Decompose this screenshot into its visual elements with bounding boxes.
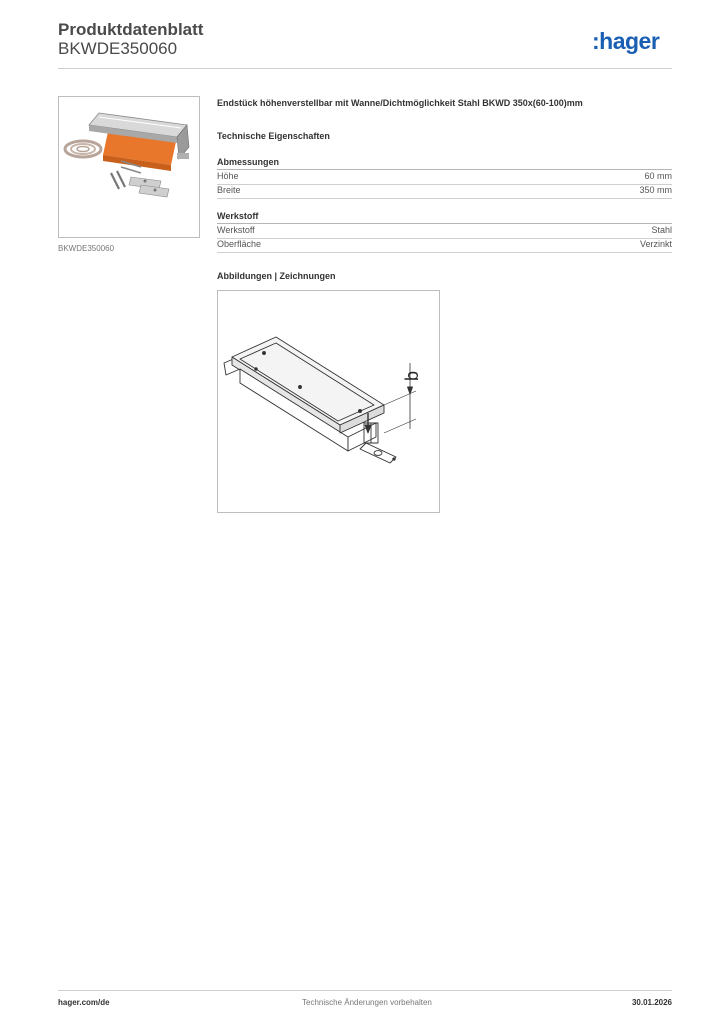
hager-logo: :hager: [592, 28, 660, 54]
property-row-material: [217, 224, 672, 239]
product-photo-illustration: [59, 97, 199, 237]
property-value: 60 mm: [644, 171, 672, 181]
dimension-label: b: [402, 370, 422, 381]
technical-drawing-svg: [218, 291, 439, 512]
photo-caption: BKWDE350060: [58, 244, 115, 253]
property-label: Breite: [217, 185, 241, 195]
property-label: Werkstoff: [217, 225, 255, 235]
product-photo: [58, 96, 200, 238]
property-label: Oberfläche: [217, 239, 262, 249]
footer-divider: [58, 990, 672, 991]
product-description: Endstück höhenverstellbar mit Wanne/Dichtmöglichkeit Stahl BKWD 350x(60-100)mm: [217, 98, 583, 108]
section-title-material: Werkstoff: [217, 211, 259, 221]
property-row-width: [217, 184, 672, 199]
section-title-dimensions: Abmessungen: [217, 157, 280, 167]
property-label: Höhe: [217, 171, 239, 181]
page-title: Produktdatenblatt: [58, 20, 204, 39]
property-row-height: [217, 170, 672, 185]
product-code: BKWDE350060: [58, 39, 178, 58]
property-value: Verzinkt: [639, 239, 672, 249]
technical-heading: Technische Eigenschaften: [217, 131, 330, 141]
footer-website-link[interactable]: hager.com/de: [58, 998, 110, 1007]
property-value: Stahl: [651, 225, 672, 235]
property-value: 350 mm: [639, 185, 672, 195]
technical-drawing: [217, 290, 440, 513]
header-divider: [58, 68, 672, 69]
figures-heading: Abbildungen | Zeichnungen: [217, 271, 336, 281]
footer-date: 30.01.2026: [631, 998, 672, 1007]
footer-note: Technische Änderungen vorbehalten: [302, 998, 432, 1007]
property-row-surface: [217, 238, 672, 253]
